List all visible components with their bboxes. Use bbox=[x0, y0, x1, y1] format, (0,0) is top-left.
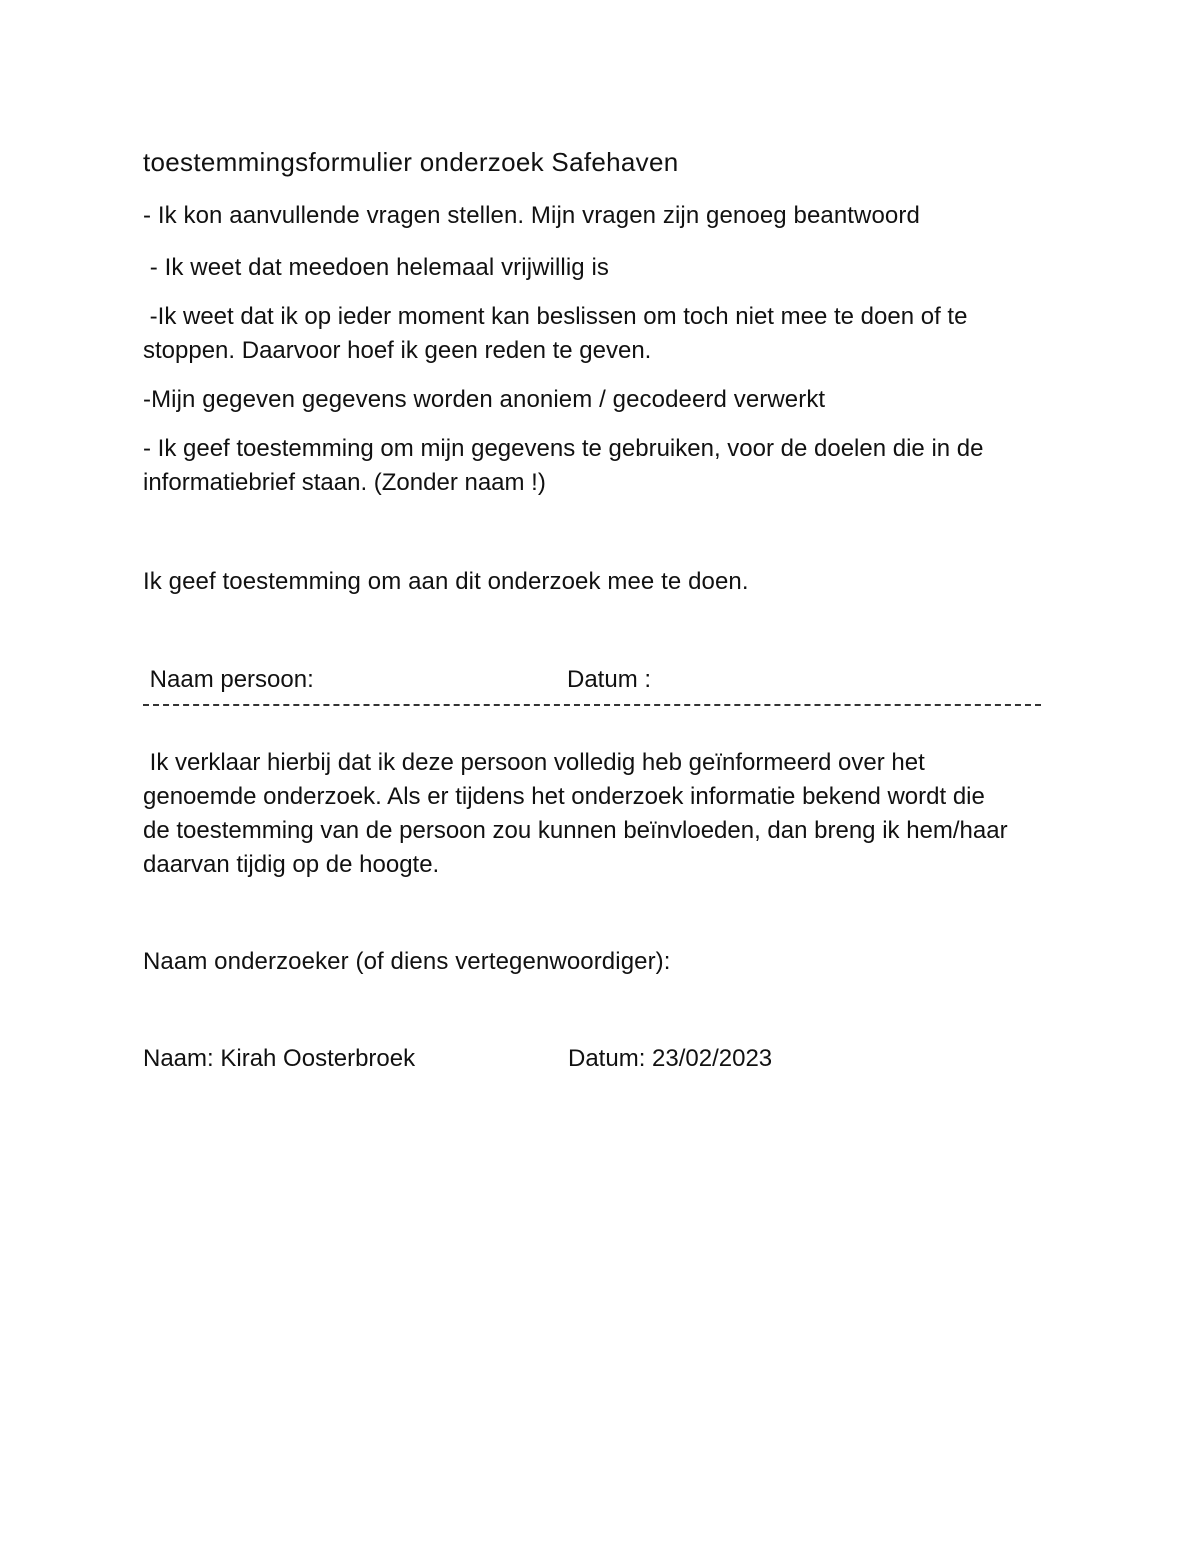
consent-statement: Ik geef toestemming om aan dit onderzoek mee te doen. bbox=[143, 568, 749, 595]
declaration-line-1: Ik verklaar hierbij dat ik deze persoon volledig heb geïnformeerd over het bbox=[143, 749, 925, 776]
researcher-name: Naam: Kirah Oosterbroek bbox=[143, 1045, 416, 1072]
statement-voluntary: - Ik weet dat meedoen helemaal vrijwillig is bbox=[143, 254, 610, 281]
statement-anonymous: -Mijn gegeven gegevens worden anoniem / gecodeerd verwerkt bbox=[143, 386, 826, 413]
separator-line bbox=[143, 704, 1041, 706]
declaration-line-3: de toestemming van de persoon zou kunnen beïnvloeden, dan breng ik hem/haar bbox=[143, 817, 1008, 844]
statement-questions: - Ik kon aanvullende vragen stellen. Mijn vragen zijn genoeg beantwoord bbox=[143, 202, 920, 229]
participant-name-label: Naam persoon: bbox=[143, 666, 314, 693]
statement-withdraw-line-2: stoppen. Daarvoor hoef ik geen reden te geven. bbox=[143, 337, 652, 364]
document-title: toestemmingsformulier onderzoek Safehaven bbox=[143, 147, 679, 177]
statement-data-use-line-1: - Ik geef toestemming om mijn gegevens te gebruiken, voor de doelen die in de bbox=[143, 435, 984, 462]
statement-withdraw bbox=[143, 300, 1063, 368]
statement-data-use-line-2: informatiebrief staan. (Zonder naam !) bbox=[143, 469, 546, 496]
researcher-heading: Naam onderzoeker (of diens vertegenwoordiger): bbox=[143, 948, 671, 975]
participant-date-label: Datum : bbox=[567, 666, 652, 693]
researcher-date: Datum: 23/02/2023 bbox=[568, 1045, 773, 1072]
statement-withdraw-line-1: -Ik weet dat ik op ieder moment kan beslissen om toch niet mee te doen of te bbox=[143, 303, 968, 330]
researcher-declaration bbox=[143, 746, 1063, 882]
declaration-line-2: genoemde onderzoek. Als er tijdens het onderzoek informatie bekend wordt die bbox=[143, 783, 985, 810]
statement-data-use bbox=[143, 432, 1063, 500]
declaration-line-4: daarvan tijdig op de hoogte. bbox=[143, 851, 440, 878]
